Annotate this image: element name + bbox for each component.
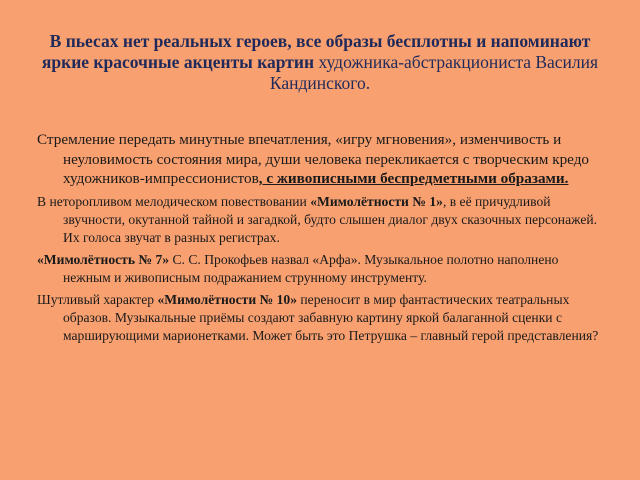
paragraph-vision-7 <box>37 251 609 287</box>
paragraph-vision-1 <box>37 193 609 247</box>
paragraph-vision-7-post: С. С. Прокофьев назвал «Арфа». Музыкальное полотно наполнено нежным и живописным подражанием струнному инструменту. <box>63 251 559 285</box>
title-regular-part: художника-абстракциониста Василия Кандинского. <box>269 52 599 93</box>
paragraph-impressionism-text: Стремление передать минутные впечатления, «игру мгновения», изменчивость и неуловимость состояния мира, души человека перекликается с творческим кредо художников-импрессионистов <box>37 131 590 187</box>
slide-title <box>40 31 600 94</box>
paragraph-vision-10-pre: Шутливый характер <box>37 291 158 307</box>
paragraph-impressionism <box>37 130 609 189</box>
paragraph-vision-10 <box>37 291 609 345</box>
paragraph-vision-1-title: «Мимолётности № 1» <box>310 193 443 209</box>
paragraph-impressionism-underlined: , с живописными беспредметными образами. <box>258 170 569 187</box>
paragraph-vision-10-title: «Мимолётности № 10» <box>157 291 297 307</box>
paragraph-vision-1-post: , в её причудливой звучности, окутанной тайной и загадкой, будто слышен диалог двух сказочных персонажей. Их голоса звучат в разных регистрах. <box>63 193 598 245</box>
paragraph-vision-7-title: «Мимолётность № 7» <box>37 251 170 267</box>
slide-body <box>37 130 609 349</box>
title-bold-part: В пьесах нет реальных героев, все образы бесплотны и напоминают яркие красочные акценты картин <box>41 31 591 72</box>
paragraph-vision-10-post: переносит в мир фантастических театральных образов. Музыкальные приёмы создают забавную картину яркой балаганной сценки с марширующими марионетками. Может быть это Петрушка – главный герой представления? <box>63 291 599 343</box>
paragraph-vision-1-pre: В неторопливом мелодическом повествовании <box>37 193 311 209</box>
